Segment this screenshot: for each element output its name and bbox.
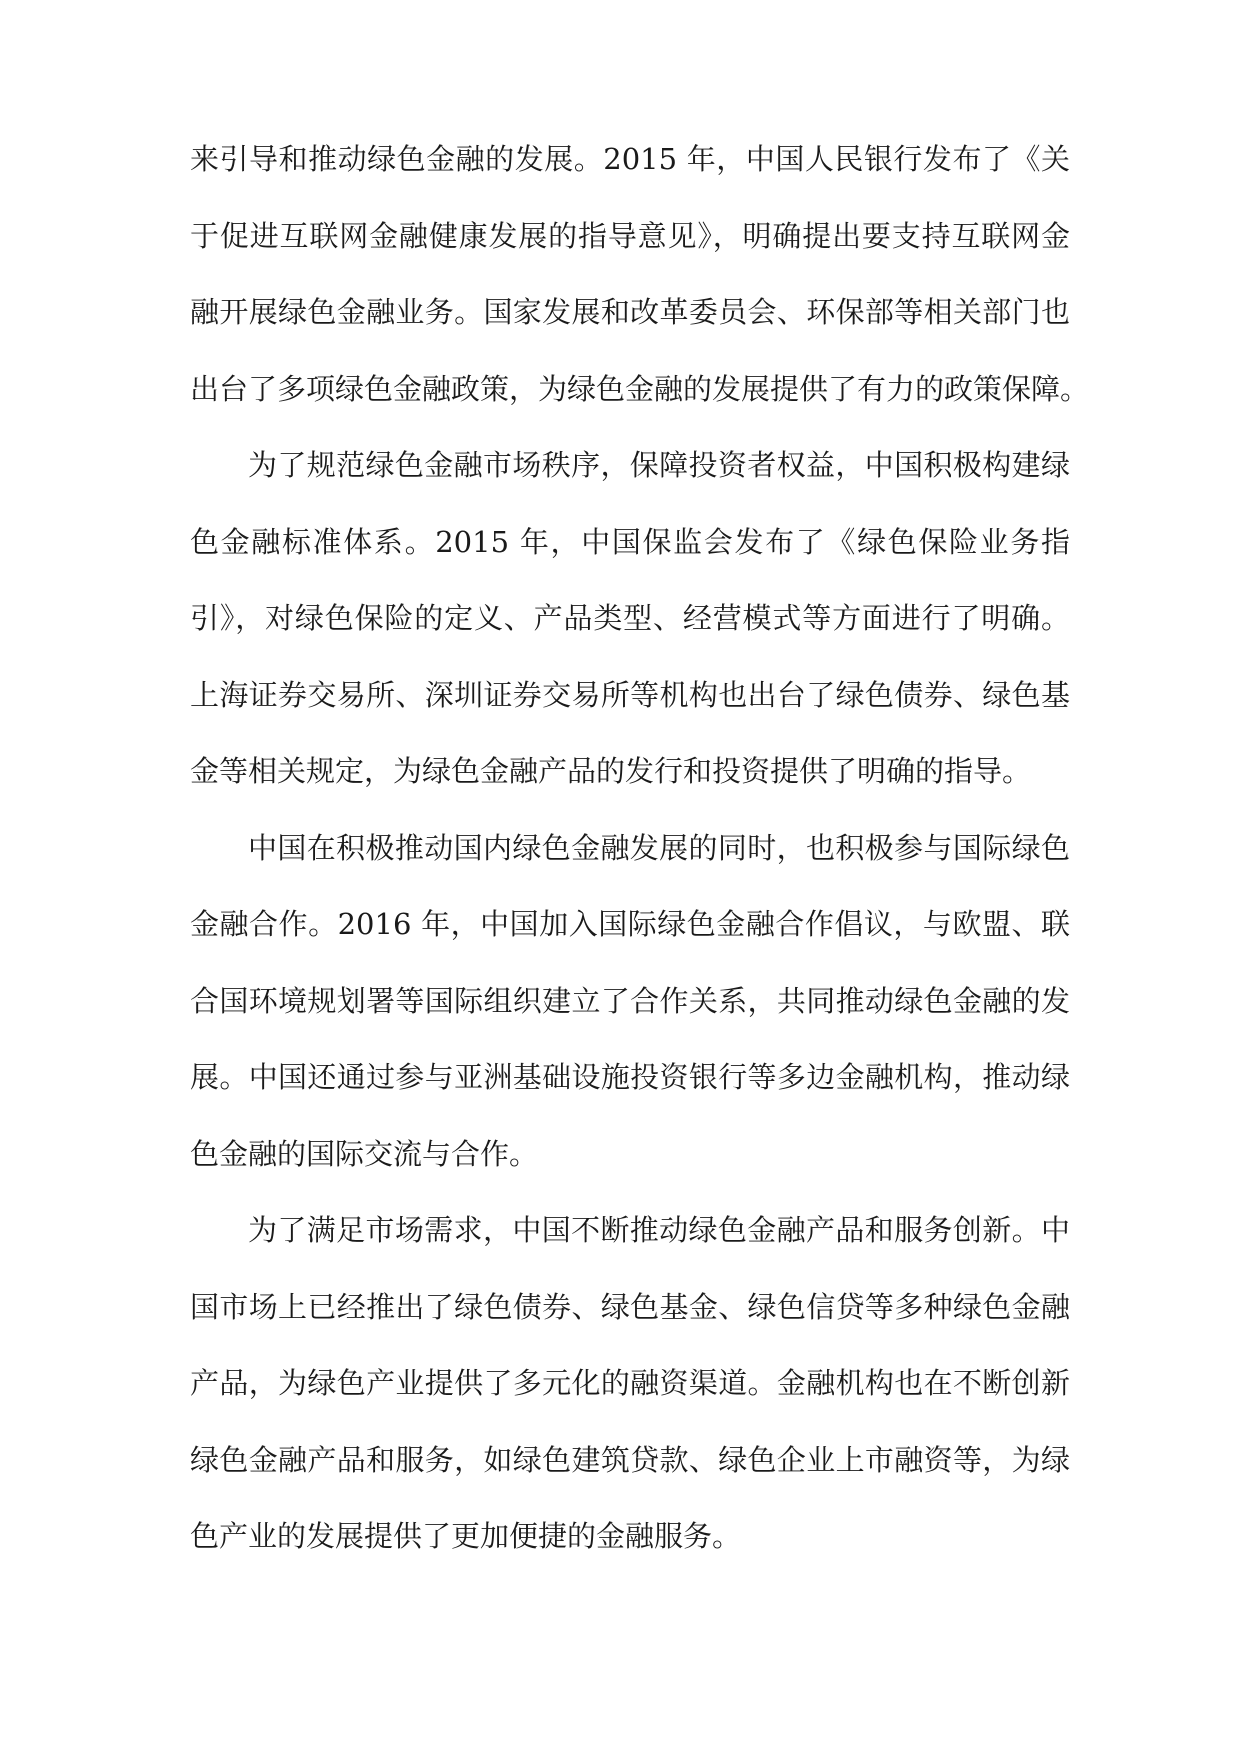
text-line: 色金融标准体系。2015 年，中国保监会发布了《绿色保险业务指 — [190, 524, 1070, 559]
text-line: 上海证券交易所、深圳证券交易所等机构也出台了绿色债券、绿色基 — [190, 677, 1070, 712]
text-line: 于促进互联网金融健康发展的指导意见》，明确提出要支持互联网金 — [190, 218, 1070, 253]
text-line: 色金融的国际交流与合作。 — [190, 1136, 539, 1171]
paragraph — [190, 140, 1090, 446]
text-line: 引》，对绿色保险的定义、产品类型、经营模式等方面进行了明确。 — [190, 601, 1070, 635]
text-line: 产品，为绿色产业提供了多元化的融资渠道。金融机构也在不断创新 — [190, 1366, 1070, 1400]
text-line: 中国在积极推动国内绿色金融发展的同时，也积极参与国际绿色 — [248, 830, 1070, 865]
text-line: 国市场上已经推出了绿色债券、绿色基金、绿色信贷等多种绿色金融 — [190, 1289, 1070, 1324]
text-line: 出台了多项绿色金融政策，为绿色金融的发展提供了有力的政策保障。 — [190, 371, 1090, 406]
body-text — [190, 140, 1090, 1594]
text-line: 为了满足市场需求，中国不断推动绿色金融产品和服务创新。中 — [248, 1213, 1070, 1247]
paragraph — [190, 829, 1070, 1212]
paragraph — [190, 446, 1070, 829]
text-line: 展。中国还通过参与亚洲基础设施投资银行等多边金融机构，推动绿 — [190, 1060, 1070, 1094]
text-line: 为了规范绿色金融市场秩序，保障投资者权益，中国积极构建绿 — [248, 448, 1070, 482]
text-line: 融开展绿色金融业务。国家发展和改革委员会、环保部等相关部门也 — [190, 295, 1070, 329]
text-line: 来引导和推动绿色金融的发展。2015 年，中国人民银行发布了《关 — [190, 142, 1070, 176]
text-line: 合国环境规划署等国际组织建立了合作关系，共同推动绿色金融的发 — [190, 983, 1070, 1018]
text-line: 绿色金融产品和服务，如绿色建筑贷款、绿色企业上市融资等，为绿 — [190, 1442, 1070, 1477]
text-line: 色产业的发展提供了更加便捷的金融服务。 — [190, 1519, 742, 1553]
text-line: 金等相关规定，为绿色金融产品的发行和投资提供了明确的指导。 — [190, 754, 1032, 788]
text-line: 金融合作。2016 年，中国加入国际绿色金融合作倡议，与欧盟、联 — [190, 907, 1070, 941]
paragraph — [190, 1211, 1070, 1594]
